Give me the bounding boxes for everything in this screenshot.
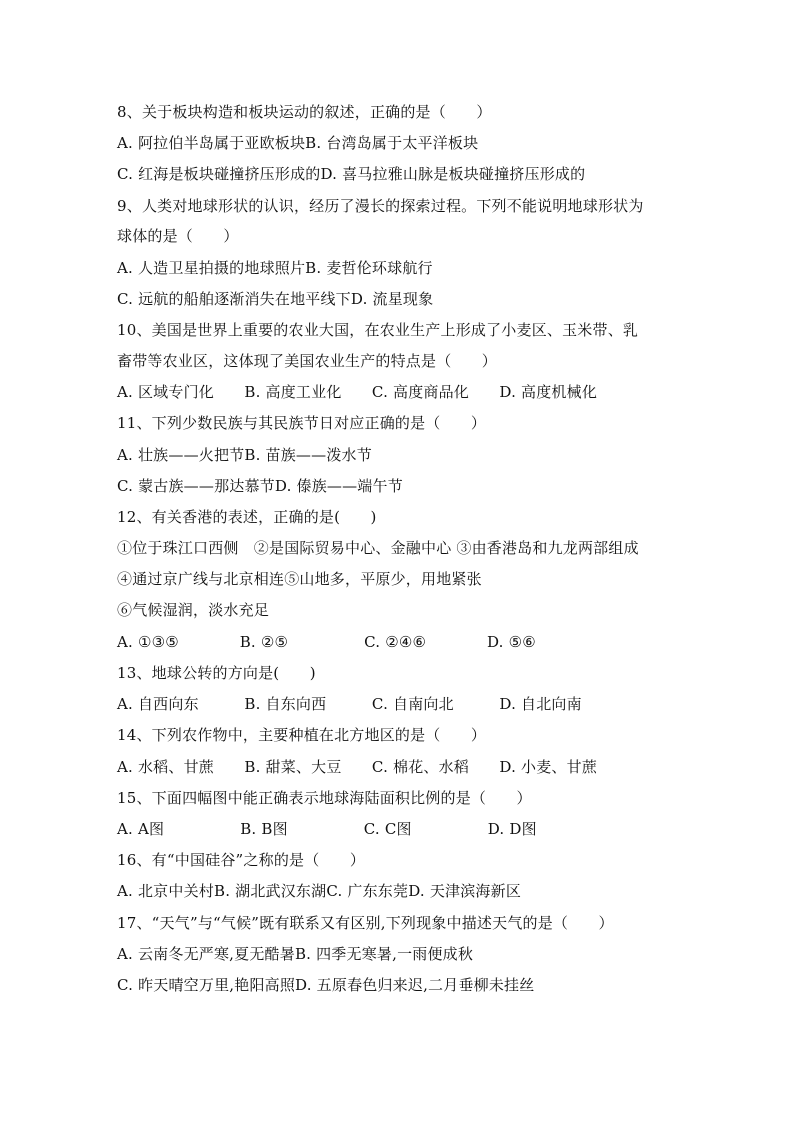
- question-9-options-line-2: C. 远航的船舶逐渐消失在地平线下D. 流星现象: [117, 290, 434, 308]
- question-10-options: A. 区域专门化 B. 高度工业化 C. 高度商品化 D. 高度机械化: [117, 383, 598, 401]
- question-16-options: A. 北京中关村B. 湖北武汉东湖C. 广东东莞D. 天津滨海新区: [117, 882, 522, 900]
- question-11-options-line-2: C. 蒙古族——那达慕节D. 傣族——端午节: [117, 477, 403, 495]
- question-17-options-line-2: C. 昨天晴空万里,艳阳高照D. 五原春色归来迟,二月垂柳未挂丝: [117, 976, 535, 994]
- question-12-stem: 12、有关香港的表述，正确的是( ): [117, 508, 377, 526]
- question-13-stem: 13、地球公转的方向是( ): [117, 664, 316, 682]
- question-14-options: A. 水稻、甘蔗 B. 甜菜、大豆 C. 棉花、水稻 D. 小麦、甘蔗: [117, 758, 598, 776]
- question-16-stem: 16、有“中国硅谷”之称的是（ ）: [117, 851, 366, 869]
- question-9-options-line-1: A. 人造卫星拍摄的地球照片B. 麦哲伦环球航行: [117, 259, 433, 277]
- question-15-options: A. A图 B. B图 C. C图 D. D图: [117, 820, 537, 838]
- question-12-statement-line-1: ①位于珠江口西侧 ②是国际贸易中心、金融中心 ③由香港岛和九龙两部组成: [117, 539, 639, 557]
- question-10-stem-line-2: 畜带等农业区，这体现了美国农业生产的特点是（ ）: [117, 352, 498, 370]
- question-13-options: A. 自西向东 B. 自东向西 C. 自南向北 D. 自北向南: [117, 695, 582, 713]
- question-17-stem: 17、“天气”与“气候”既有联系又有区别,下列现象中描述天气的是（ ）: [117, 914, 614, 932]
- question-8-stem: 8、关于板块构造和板块运动的叙述，正确的是（ ）: [117, 103, 492, 121]
- question-15-stem: 15、下面四幅图中能正确表示地球海陆面积比例的是（ ）: [117, 789, 532, 807]
- question-12-statement-line-2: ④通过京广线与北京相连⑤山地多，平原少，用地紧张: [117, 570, 482, 588]
- question-12-options: A. ①③⑤ B. ②⑤ C. ②④⑥ D. ⑤⑥: [117, 633, 536, 651]
- question-17-options-line-1: A. 云南冬无严寒,夏无酷暑B. 四季无寒暑,一雨便成秋: [117, 945, 474, 963]
- question-14-stem: 14、下列农作物中，主要种植在北方地区的是（ ）: [117, 726, 487, 744]
- question-10-stem-line-1: 10、美国是世界上重要的农业大国，在农业生产上形成了小麦区、玉米带、乳: [117, 321, 639, 339]
- question-11-options-line-1: A. 壮族——火把节B. 苗族——泼水节: [117, 446, 372, 464]
- question-9-stem-line-1: 9、人类对地球形状的认识，经历了漫长的探索过程。下列不能说明地球形状为: [117, 197, 644, 215]
- question-9-stem-line-2: 球体的是（ ）: [117, 227, 239, 245]
- question-8-options-line-2: C. 红海是板块碰撞挤压形成的D. 喜马拉雅山脉是板块碰撞挤压形成的: [117, 165, 586, 183]
- question-11-stem: 11、下列少数民族与其民族节日对应正确的是（ ）: [117, 414, 487, 432]
- question-8-options-line-1: A. 阿拉伯半岛属于亚欧板块B. 台湾岛属于太平洋板块: [117, 134, 479, 152]
- question-12-statement-line-3: ⑥气候湿润，淡水充足: [117, 601, 270, 619]
